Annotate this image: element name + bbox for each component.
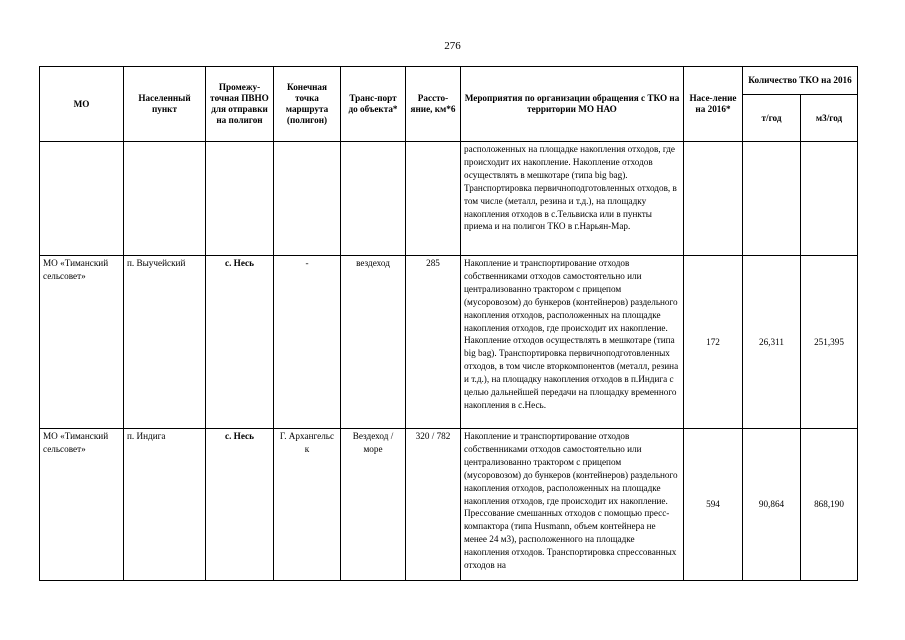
cell-intermediate xyxy=(206,142,274,256)
cell-tko-m3: 251,395 xyxy=(801,256,858,429)
cell-tko-m3: 868,190 xyxy=(801,429,858,581)
cell-measures: расположенных на площадке накопления отходов, где происходит их накопление. Накопление отходов осуществлять в мешкотаре (типа big bag). Транспортировка первичноподготовленных отходов, в том числе (металл, резина и т.д.), на площадку накопления отходов в с.Тельвиска или в пункты приема и на полигон ТКО в г.Нарьян-Мар. xyxy=(461,142,684,256)
cell-intermediate: с. Несь xyxy=(206,256,274,429)
cell-tko-m3 xyxy=(801,142,858,256)
header-distance: Рассто-яние, км*6 xyxy=(406,67,461,142)
page-number: 276 xyxy=(444,40,461,52)
cell-endpoint: - xyxy=(274,256,341,429)
cell-transport: вездеход xyxy=(341,256,406,429)
cell-population: 594 xyxy=(684,429,743,581)
cell-transport: Вездеход / море xyxy=(341,429,406,581)
header-measures: Мероприятия по организации обращения с ТКО на территории МО НАО xyxy=(461,67,684,142)
cell-tko-tons: 26,311 xyxy=(743,256,801,429)
header-mo: МО xyxy=(40,67,124,142)
cell-measures: Накопление и транспортирование отходов собственниками отходов самостоятельно или централизованно трактором с прицепом (мусоровозом) до бункеров (контейнеров) раздельного накопления отходов, расположенных на площадке накопления отходов, где происходит их накопление. Прессование смешанных отходов с помощью пресс-компактора (типа Husmann, объем контейнера не менее 24 м3), расположенного на площадке накопления отходов. Транспортировка спрессованных отходов на xyxy=(461,429,684,581)
cell-mo: МО «Тиманский сельсовет» xyxy=(40,256,124,429)
table-row xyxy=(40,256,858,429)
table-row xyxy=(40,429,858,581)
cell-distance xyxy=(406,142,461,256)
header-intermediate: Промежу-точная ПВНО для отправки на полигон xyxy=(206,67,274,142)
cell-population xyxy=(684,142,743,256)
cell-transport xyxy=(341,142,406,256)
header-settlement: Населенный пункт xyxy=(124,67,206,142)
cell-population: 172 xyxy=(684,256,743,429)
header-transport: Транс-порт до объекта* xyxy=(341,67,406,142)
cell-distance: 320 / 782 xyxy=(406,429,461,581)
header-row xyxy=(40,67,858,95)
cell-settlement: п. Выучейский xyxy=(124,256,206,429)
header-population: Насе-ление на 2016* xyxy=(684,67,743,142)
cell-settlement: п. Индига xyxy=(124,429,206,581)
cell-measures: Накопление и транспортирование отходов собственниками отходов самостоятельно или централизованно трактором с прицепом (мусоровозом) до бункеров (контейнеров) раздельного накопления отходов, расположенных на площадке накопления отходов, где происходит их накопление. Накопление отходов осуществлять в мешкотаре (типа big bag). Транспортировка первичноподготовленных отходов, в том числе вторкомпонентов (металл, резина и т.д.), на площадку накопления отходов в п.Индига с целью дальнейшей передачи на площадку временного накопления в с.Несь. xyxy=(461,256,684,429)
cell-settlement xyxy=(124,142,206,256)
cell-distance: 285 xyxy=(406,256,461,429)
cell-mo xyxy=(40,142,124,256)
header-tko-group: Количество ТКО на 2016 xyxy=(743,67,858,95)
cell-intermediate: с. Несь xyxy=(206,429,274,581)
header-tko-tons: т/год xyxy=(743,95,801,142)
cell-endpoint xyxy=(274,142,341,256)
cell-mo: МО «Тиманский сельсовет» xyxy=(40,429,124,581)
header-endpoint: Конечная точка маршрута (полигон) xyxy=(274,67,341,142)
cell-endpoint: Г. Архангельс к xyxy=(274,429,341,581)
header-tko-m3: м3/год xyxy=(801,95,858,142)
cell-tko-tons: 90,864 xyxy=(743,429,801,581)
cell-tko-tons xyxy=(743,142,801,256)
tko-table xyxy=(39,66,858,581)
table-row xyxy=(40,142,858,256)
